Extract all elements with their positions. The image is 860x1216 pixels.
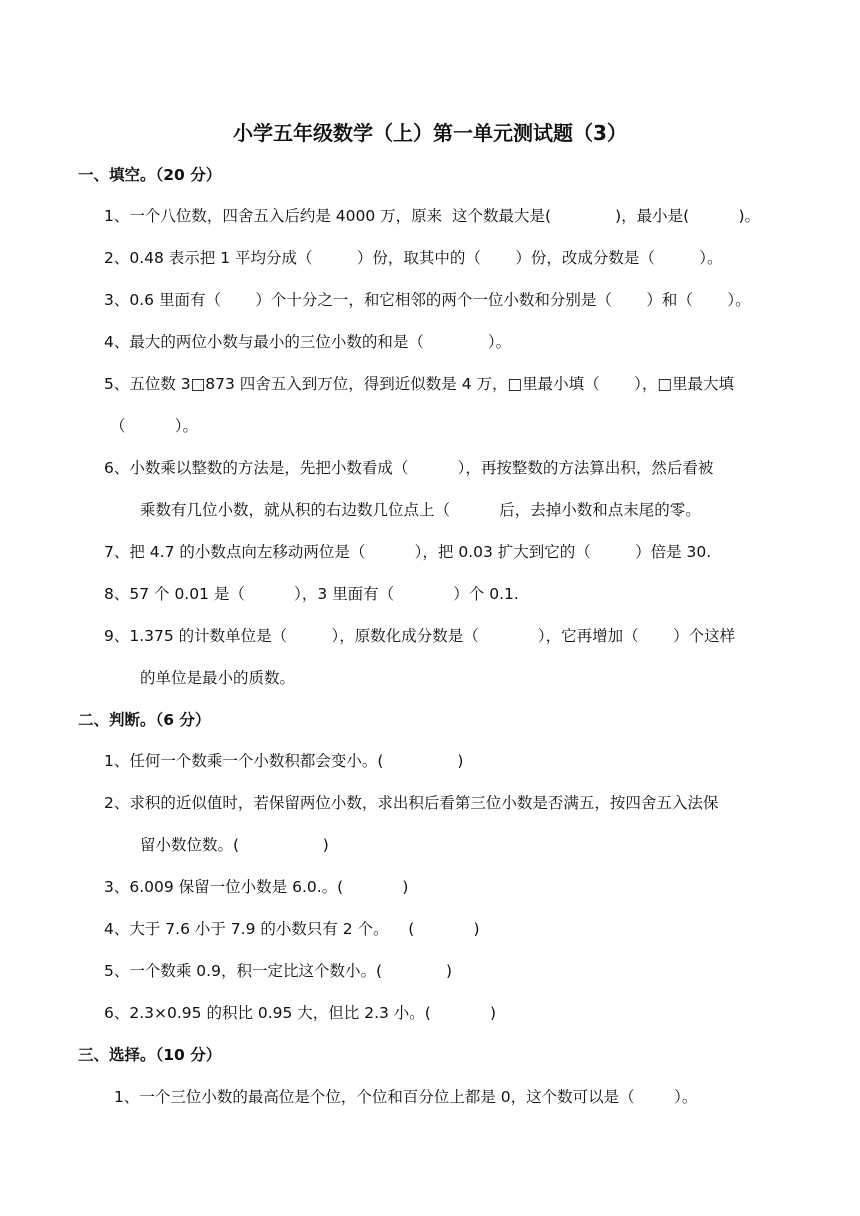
question-fill-3: 3、0.6 里面有（ ）个十分之一，和它相邻的两个一位小数和分别是（ ）和（ ）。 xyxy=(104,291,751,309)
question-fill-6-line2: 乘数有几位小数，就从积的右边数几位点上（ 后，去掉小数和点末尾的零。 xyxy=(140,501,701,519)
question-fill-2: 2、0.48 表示把 1 平均分成（ ）份，取其中的（ ）份，改成分数是（ ）。 xyxy=(104,249,723,267)
question-fill-7: 7、把 4.7 的小数点向左移动两位是（ ），把 0.03 扩大到它的（ ）倍是 30. xyxy=(104,543,712,561)
question-fill-5-line2: （ ）。 xyxy=(110,417,199,435)
question-fill-4: 4、最大的两位小数与最小的三位小数的和是（ ）。 xyxy=(104,333,512,351)
question-judge-1: 1、任何一个数乘一个小数积都会变小。( ) xyxy=(104,752,464,770)
question-judge-2-line2: 留小数位数。( ) xyxy=(140,836,329,854)
question-fill-1: 1、一个八位数，四舍五入后约是 4000 万，原来 这个数最大是( )，最小是( )。 xyxy=(104,207,761,225)
question-judge-3: 3、6.009 保留一位小数是 6.0.。( ) xyxy=(104,878,409,896)
question-fill-6-line1: 6、小数乘以整数的方法是，先把小数看成（ ），再按整数的方法算出积，然后看被 xyxy=(104,459,714,477)
section-heading-choice: 三、选择。（10 分） xyxy=(78,1046,222,1064)
question-choice-1: 1、一个三位小数的最高位是个位，个位和百分位上都是 0，这个数可以是（ ）。 xyxy=(114,1088,698,1106)
question-judge-6: 6、2.3×0.95 的积比 0.95 大，但比 2.3 小。( ) xyxy=(104,1004,497,1022)
question-judge-4: 4、大于 7.6 小于 7.9 的小数只有 2 个。 ( ) xyxy=(104,920,480,938)
question-fill-8: 8、57 个 0.01 是（ ），3 里面有（ ）个 0.1. xyxy=(104,585,519,603)
question-fill-9-line1: 9、1.375 的计数单位是（ ），原数化成分数是（ ），它再增加（ ）个这样 xyxy=(104,627,736,645)
section-heading-fill: 一、填空。（20 分） xyxy=(78,166,222,184)
section-heading-judge: 二、判断。（6 分） xyxy=(78,711,211,729)
page-title: 小学五年级数学（上）第一单元测试题（3） xyxy=(233,121,627,145)
question-judge-5: 5、一个数乘 0.9，积一定比这个数小。( ) xyxy=(104,962,453,980)
question-judge-2-line1: 2、求积的近似值时，若保留两位小数，求出积后看第三位小数是否满五，按四舍五入法保 xyxy=(104,794,719,812)
question-fill-9-line2: 的单位是最小的质数。 xyxy=(140,669,296,687)
question-fill-5-line1: 5、五位数 3□873 四舍五入到万位，得到近似数是 4 万，□里最小填（ ），□里最大填 xyxy=(104,375,735,393)
